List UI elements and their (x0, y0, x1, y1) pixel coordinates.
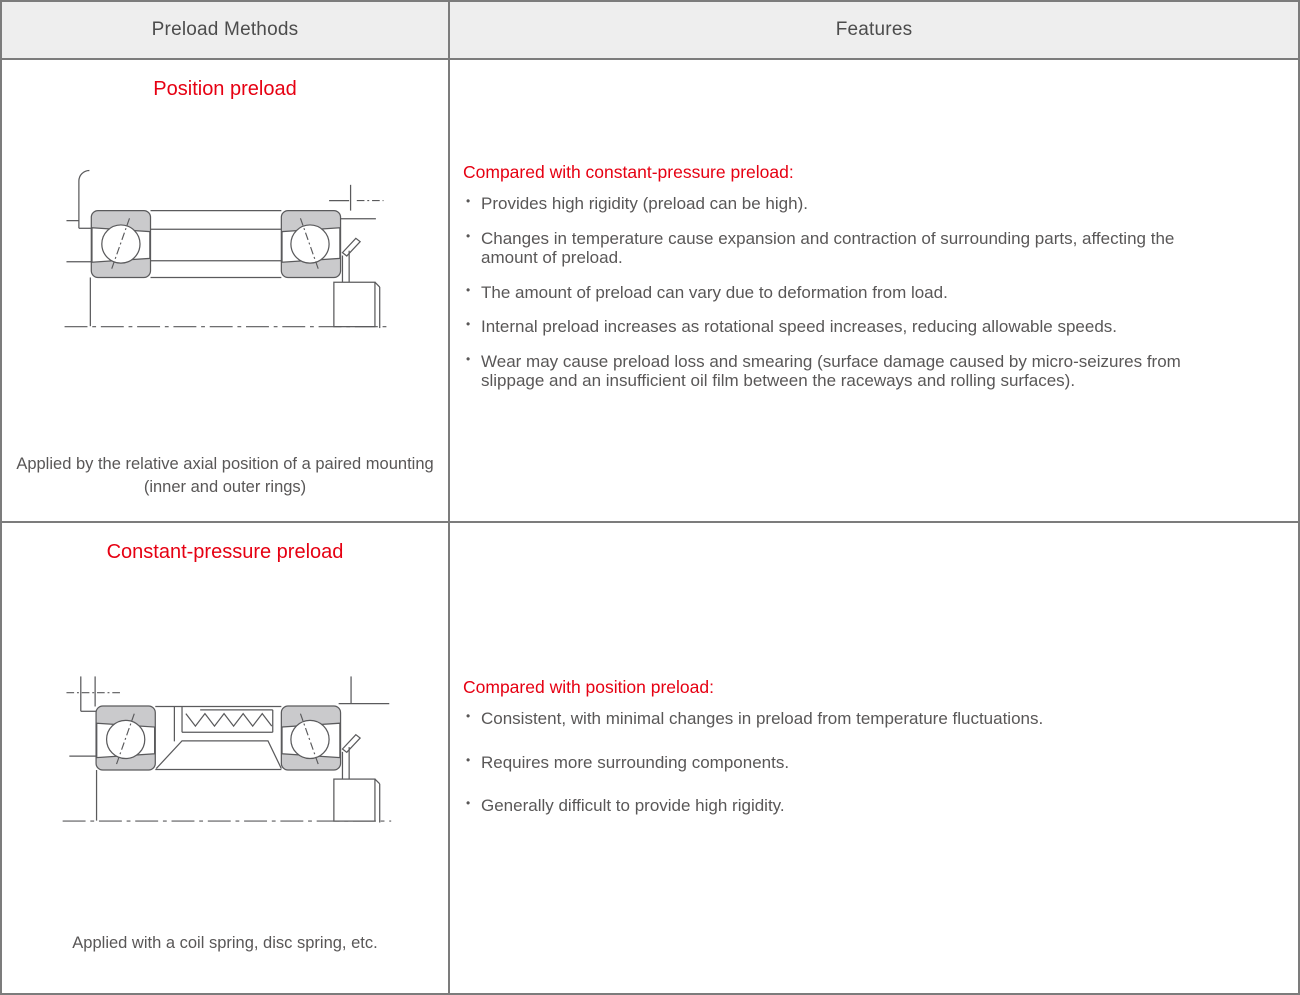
feature-bullet-text: Requires more surrounding components. (481, 752, 790, 772)
constant-pressure-preload-bearing-diagram (45, 643, 427, 834)
row-constant-pressure-preload (2, 523, 1298, 993)
bullet-icon: • (466, 317, 471, 332)
column-header-features: Features (835, 19, 913, 40)
row-position-preload (2, 60, 1298, 523)
feature-bullet-text: Provides high rigidity (preload can be high). (481, 194, 808, 213)
table-header-row (2, 2, 1298, 60)
feature-bullet-item (463, 283, 1278, 303)
column-header-preload-methods: Preload Methods (2, 2, 450, 58)
features-list (463, 709, 1278, 816)
feature-bullet-text: Wear may cause preload loss and smearing (surface damage caused by micro-seizures from slippage and an insufficient oil film between the raceways and rolling surfaces). (481, 351, 1181, 391)
method-title: Position preload (153, 78, 297, 100)
method-caption: Applied with a coil spring, disc spring, etc. (72, 933, 378, 952)
bullet-icon: • (466, 351, 471, 366)
bullet-icon: • (466, 709, 471, 723)
features-cell-position-preload (450, 60, 1298, 521)
position-preload-bearing-diagram (45, 160, 427, 351)
features-cell-constant-pressure-preload (450, 523, 1298, 993)
bullet-icon: • (466, 228, 471, 243)
method-title: Constant-pressure preload (106, 541, 344, 563)
bullet-icon: • (466, 282, 471, 297)
feature-bullet-item (463, 352, 1181, 391)
method-caption: Applied by the relative axial position of a paired mounting (inner and outer rings) (16, 454, 434, 496)
method-cell-position-preload (2, 60, 450, 521)
feature-bullet-item (463, 753, 1278, 773)
feature-bullet-text: Consistent, with minimal changes in preload from temperature fluctuations. (481, 709, 1044, 728)
method-cell-constant-pressure-preload (2, 523, 450, 993)
feature-bullet-item (463, 796, 1278, 816)
bullet-icon: • (466, 752, 471, 767)
feature-bullet-text: Generally difficult to provide high rigidity. (481, 796, 785, 816)
bullet-icon: • (466, 194, 471, 208)
feature-bullet-text: The amount of preload can vary due to deformation from load. (481, 282, 948, 302)
features-list (463, 194, 1278, 391)
feature-bullet-item (463, 229, 1181, 268)
bullet-icon: • (466, 796, 471, 811)
feature-bullet-text: Changes in temperature cause expansion and contraction of surrounding parts, affecting the amount of preload. (481, 228, 1175, 268)
feature-bullet-text: Internal preload increases as rotational speed increases, reducing allowable speeds. (481, 317, 1117, 337)
feature-bullet-item (463, 317, 1278, 337)
feature-bullet-item (463, 709, 1278, 729)
features-heading: Compared with position preload: (463, 677, 714, 697)
feature-bullet-item (463, 194, 1278, 214)
features-heading: Compared with constant-pressure preload: (463, 162, 794, 182)
